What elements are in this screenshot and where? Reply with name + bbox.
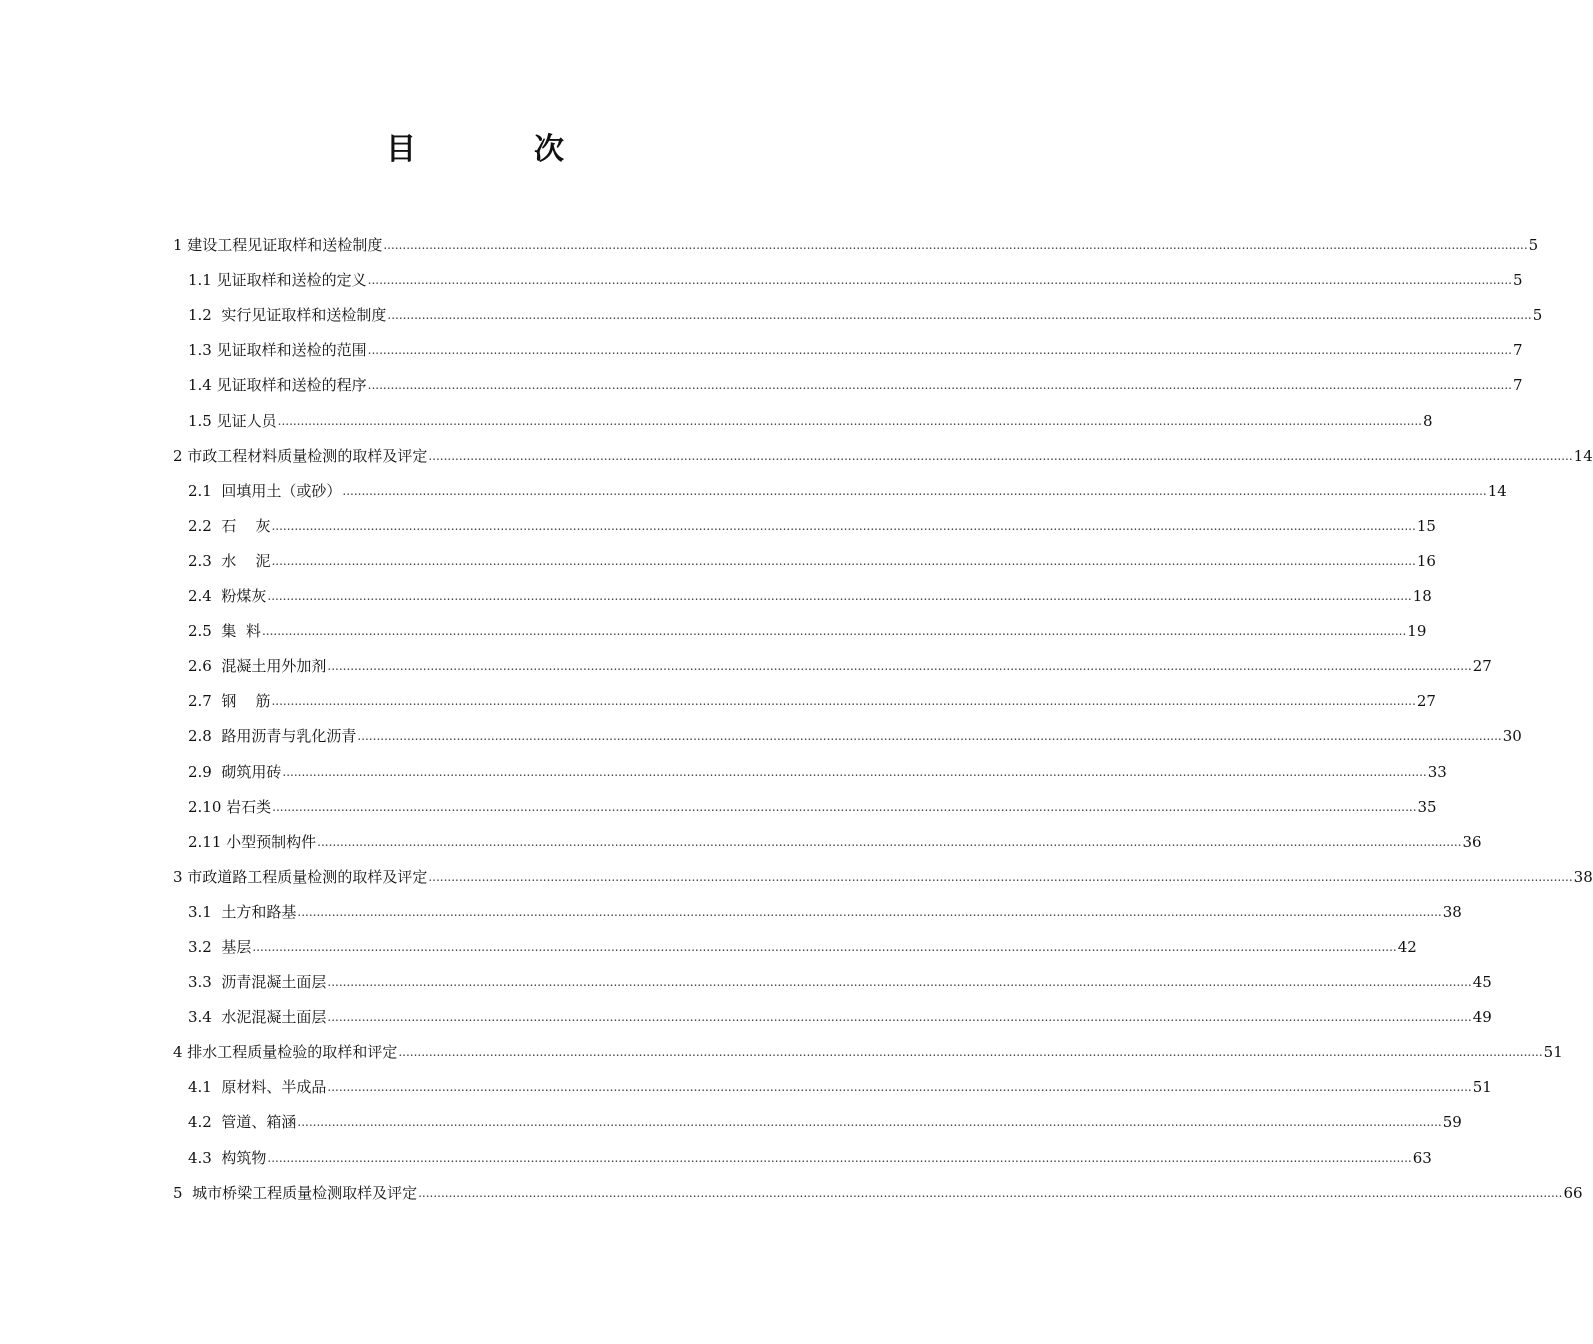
toc-page-number: 27 xyxy=(1472,657,1492,676)
toc-entry[interactable] xyxy=(173,957,1492,992)
toc-entry[interactable] xyxy=(173,325,1523,360)
toc-entry[interactable] xyxy=(173,746,1447,781)
toc-entry-title: 1.1 见证取样和送检的定义 xyxy=(188,271,367,290)
toc-entry-title: 1 建设工程见证取样和送检制度 xyxy=(173,236,383,255)
toc-entry[interactable] xyxy=(173,466,1507,501)
toc-entry[interactable] xyxy=(173,536,1436,571)
toc-entry[interactable] xyxy=(173,501,1436,536)
dot-leader: ............................................................................................................................................................................................................................................................................................................ xyxy=(271,553,1416,568)
dot-leader: ............................................................................................................................................................................................................................................................................................................ xyxy=(428,448,1573,463)
toc-page-number: 30 xyxy=(1502,727,1522,746)
toc-entry[interactable] xyxy=(173,1132,1432,1167)
toc-entry-title: 1.2 实行见证取样和送检制度 xyxy=(188,306,387,325)
dot-leader: ............................................................................................................................................................................................................................................................................................................ xyxy=(261,624,1407,639)
toc-entry-title: 4.3 构筑物 xyxy=(188,1148,267,1167)
dot-leader: ............................................................................................................................................................................................................................................................................................................ xyxy=(271,694,1416,709)
dot-leader: ............................................................................................................................................................................................................................................................................................................ xyxy=(387,308,1532,323)
toc-entry-title: 2.10 岩石类 xyxy=(188,797,272,816)
toc-entry[interactable] xyxy=(173,1168,1583,1203)
toc-entry-title: 2.6 混凝土用外加剂 xyxy=(188,657,327,676)
toc-page-number: 35 xyxy=(1417,797,1437,816)
dot-leader: ............................................................................................................................................................................................................................................................................................................ xyxy=(327,1080,1472,1095)
toc-entry[interactable] xyxy=(173,571,1432,606)
dot-leader: ............................................................................................................................................................................................................................................................................................................ xyxy=(357,729,1502,744)
toc-entry-title: 1.4 见证取样和送检的程序 xyxy=(188,376,367,395)
dot-leader: ............................................................................................................................................................................................................................................................................................................ xyxy=(383,238,1528,253)
toc-page-number: 8 xyxy=(1422,411,1433,430)
toc-entry[interactable] xyxy=(173,1097,1462,1132)
toc-page-number: 49 xyxy=(1472,1008,1492,1027)
toc-entry[interactable] xyxy=(173,922,1417,957)
dot-leader: ............................................................................................................................................................................................................................................................................................................ xyxy=(252,939,1397,954)
toc-page-number: 66 xyxy=(1563,1183,1583,1202)
toc-entry-title: 2.4 粉煤灰 xyxy=(188,587,267,606)
toc-entry[interactable] xyxy=(173,1027,1563,1062)
toc-page-number: 59 xyxy=(1442,1113,1462,1132)
toc-page-number: 5 xyxy=(1528,236,1539,255)
dot-leader: ............................................................................................................................................................................................................................................................................................................ xyxy=(367,343,1512,358)
toc-page-number: 45 xyxy=(1472,973,1492,992)
toc-entry-title: 5 城市桥梁工程质量检测取样及评定 xyxy=(173,1183,418,1202)
toc-page-number: 38 xyxy=(1442,902,1462,921)
dot-leader: ............................................................................................................................................................................................................................................................................................................ xyxy=(342,483,1487,498)
toc-entry[interactable] xyxy=(173,641,1492,676)
toc-page-number: 63 xyxy=(1412,1148,1432,1167)
toc-entry-title: 2.5 集 料 xyxy=(188,622,261,641)
toc-page-number: 7 xyxy=(1512,376,1523,395)
toc-entry[interactable] xyxy=(173,817,1482,852)
toc-entry[interactable] xyxy=(173,255,1523,290)
toc-page-number: 7 xyxy=(1512,341,1523,360)
toc-entry-title: 2.3 水 泥 xyxy=(188,551,271,570)
dot-leader: ............................................................................................................................................................................................................................................................................................................ xyxy=(327,659,1472,674)
dot-leader: ............................................................................................................................................................................................................................................................................................................ xyxy=(327,975,1472,990)
toc-entry[interactable] xyxy=(173,431,1593,466)
toc-entry[interactable] xyxy=(173,992,1492,1027)
toc-page-number: 5 xyxy=(1512,271,1523,290)
toc-page-number: 27 xyxy=(1416,692,1436,711)
dot-leader: ............................................................................................................................................................................................................................................................................................................ xyxy=(267,1150,1412,1165)
toc-entry-title: 1.5 见证人员 xyxy=(188,411,277,430)
dot-leader: ............................................................................................................................................................................................................................................................................................................ xyxy=(367,378,1512,393)
toc-entry[interactable] xyxy=(173,852,1593,887)
toc-entry-title: 2.1 回填用土（或砂） xyxy=(188,481,342,500)
dot-leader: ............................................................................................................................................................................................................................................................................................................ xyxy=(367,273,1512,288)
toc-entry[interactable] xyxy=(173,395,1433,430)
dot-leader: ............................................................................................................................................................................................................................................................................................................ xyxy=(418,1185,1563,1200)
toc-page-number: 51 xyxy=(1472,1078,1492,1097)
toc-entry[interactable] xyxy=(173,676,1436,711)
toc-page-number: 42 xyxy=(1397,937,1417,956)
toc-entry[interactable] xyxy=(173,711,1522,746)
toc-entry[interactable] xyxy=(173,290,1543,325)
toc-page-number: 51 xyxy=(1543,1043,1563,1062)
dot-leader: ............................................................................................................................................................................................................................................................................................................ xyxy=(272,799,1417,814)
toc-page-number: 18 xyxy=(1412,587,1432,606)
toc-entry-title: 2.8 路用沥青与乳化沥青 xyxy=(188,727,357,746)
toc-entry-title: 4.1 原材料、半成品 xyxy=(188,1078,327,1097)
toc-entry-title: 2.11 小型预制构件 xyxy=(188,832,317,851)
page-title: 目 次 xyxy=(386,132,608,167)
dot-leader: ............................................................................................................................................................................................................................................................................................................ xyxy=(327,1010,1472,1025)
toc-entry[interactable] xyxy=(173,1062,1492,1097)
dot-leader: ............................................................................................................................................................................................................................................................................................................ xyxy=(267,589,1412,604)
toc-page-number: 16 xyxy=(1416,551,1436,570)
toc-entry-title: 2.2 石 灰 xyxy=(188,516,271,535)
toc-page-number: 14 xyxy=(1487,481,1507,500)
toc-entry-title: 4.2 管道、箱涵 xyxy=(188,1113,297,1132)
toc-page-number: 5 xyxy=(1532,306,1543,325)
toc-page-number: 15 xyxy=(1416,516,1436,535)
toc-entry-title: 3.4 水泥混凝土面层 xyxy=(188,1008,327,1027)
toc-page-number: 33 xyxy=(1427,762,1447,781)
dot-leader: ............................................................................................................................................................................................................................................................................................................ xyxy=(271,518,1416,533)
toc-entry[interactable] xyxy=(173,360,1523,395)
toc-entry-title: 3 市政道路工程质量检测的取样及评定 xyxy=(173,867,428,886)
toc-entry-title: 2.9 砌筑用砖 xyxy=(188,762,282,781)
dot-leader: ............................................................................................................................................................................................................................................................................................................ xyxy=(428,869,1573,884)
dot-leader: ............................................................................................................................................................................................................................................................................................................ xyxy=(398,1045,1543,1060)
dot-leader: ............................................................................................................................................................................................................................................................................................................ xyxy=(297,904,1442,919)
toc-entry[interactable] xyxy=(173,220,1539,255)
toc-entry-title: 4 排水工程质量检验的取样和评定 xyxy=(173,1043,398,1062)
toc-entry[interactable] xyxy=(173,606,1427,641)
toc-entry[interactable] xyxy=(173,887,1462,922)
toc-entry-title: 2 市政工程材料质量检测的取样及评定 xyxy=(173,446,428,465)
toc-entry-title: 3.3 沥青混凝土面层 xyxy=(188,973,327,992)
table-of-contents xyxy=(173,220,1593,1203)
toc-entry[interactable] xyxy=(173,782,1437,817)
toc-entry-title: 3.2 基层 xyxy=(188,937,252,956)
toc-page-number: 36 xyxy=(1462,832,1482,851)
dot-leader: ............................................................................................................................................................................................................................................................................................................ xyxy=(282,764,1427,779)
dot-leader: ............................................................................................................................................................................................................................................................................................................ xyxy=(317,834,1462,849)
toc-entry-title: 2.7 钢 筋 xyxy=(188,692,271,711)
dot-leader: ............................................................................................................................................................................................................................................................................................................ xyxy=(277,413,1422,428)
dot-leader: ............................................................................................................................................................................................................................................................................................................ xyxy=(297,1115,1442,1130)
toc-page-number: 19 xyxy=(1407,622,1427,641)
toc-entry-title: 3.1 土方和路基 xyxy=(188,902,297,921)
toc-entry-title: 1.3 见证取样和送检的范围 xyxy=(188,341,367,360)
toc-page-number: 38 xyxy=(1573,867,1593,886)
toc-page-number: 14 xyxy=(1573,446,1593,465)
